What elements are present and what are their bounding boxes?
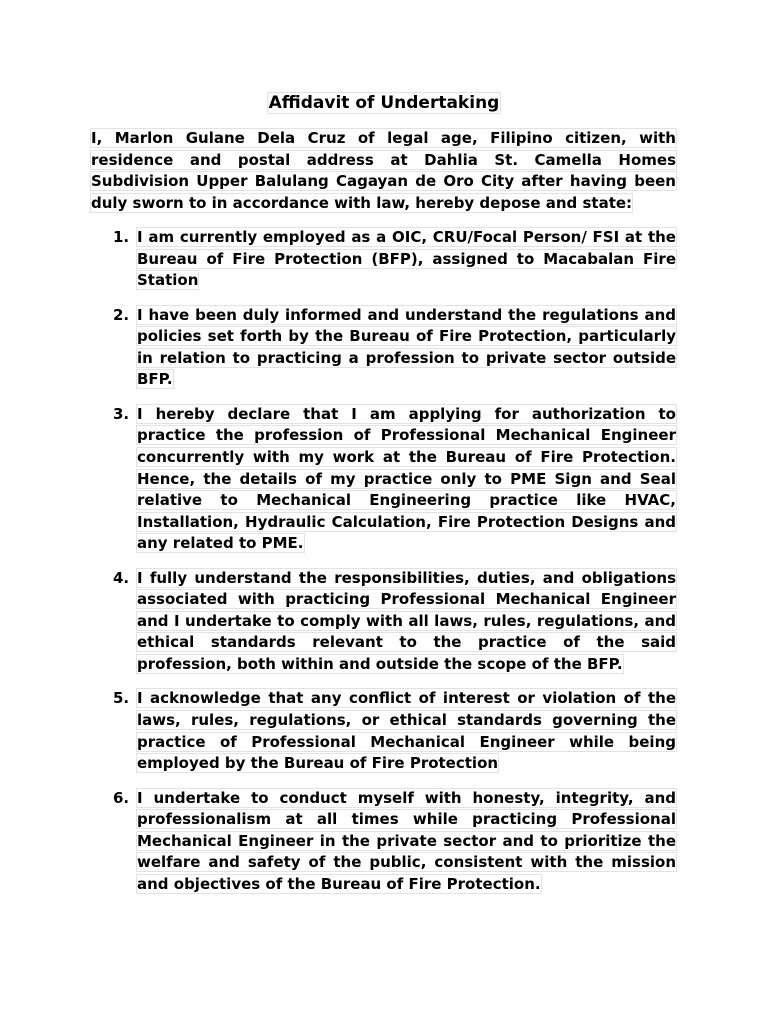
document-title: Affidavit of Undertaking [268, 93, 500, 113]
list-item [90, 788, 677, 896]
list-item [90, 404, 677, 555]
document-title-wrap [0, 91, 768, 115]
list-item-number: 4. [113, 568, 130, 587]
list-item-text: I acknowledge that any conflict of interest or violation of the laws, rules, regulations, or ethical standards governing the practice of Professional Mechanical Engineer while being employed by the Bureau of Fire Protection [137, 689, 676, 773]
list-item-number: 6. [113, 788, 130, 807]
list-item-text: I undertake to conduct myself with honesty, integrity, and professionalism at all times while practicing Professional Mechanical Engineer in the private sector and to prioritize the welfare and safety of the public, consistent with the mission and objectives of the Bureau of Fire Protection. [137, 788, 676, 894]
list-item [90, 688, 677, 774]
list-item-number: 2. [113, 305, 130, 324]
numbered-list [90, 227, 677, 908]
intro-text: I, Marlon Gulane Dela Cruz of legal age, Filipino citizen, with residence and postal address at Dahlia St. Camella Homes Subdivision Upper Balulang Cagayan de Oro City after having been duly sworn to in accordance with law, hereby depose and state: [91, 129, 676, 212]
list-item-number: 1. [113, 228, 130, 246]
list-item [90, 227, 677, 292]
intro-paragraph [90, 128, 677, 214]
list-item [90, 568, 677, 676]
list-item-number: 5. [113, 689, 130, 708]
list-item [90, 305, 677, 391]
list-item-text: I am currently employed as a OIC, CRU/Focal Person/ FSI at the Bureau of Fire Protection (BFP), assigned to Macabalan Fire Station [137, 228, 676, 290]
list-item-text: I have been duly informed and understand the regulations and policies set forth by the Bureau of Fire Protection, particularly in relation to practicing a profession to private sector outside BFP. [137, 305, 676, 389]
list-item-number: 3. [113, 404, 130, 423]
list-item-text: I fully understand the responsibilities, duties, and obligations associated with practicing Professional Mechanical Engineer and I undertake to comply with all laws, rules, regulations, and ethical standards relevant to the practice of the said profession, both within and outside the scope of the BFP. [137, 568, 676, 674]
list-item-text: I hereby declare that I am applying for authorization to practice the profession of Professional Mechanical Engineer concurrently with my work at the Bureau of Fire Protection. Hence, the details of my practice only to PME Sign and Seal relative to Mechanical Engineering practice like HVAC, Installation, Hydraulic Calculation, Fire Protection Designs and any related to PME. [137, 404, 676, 553]
